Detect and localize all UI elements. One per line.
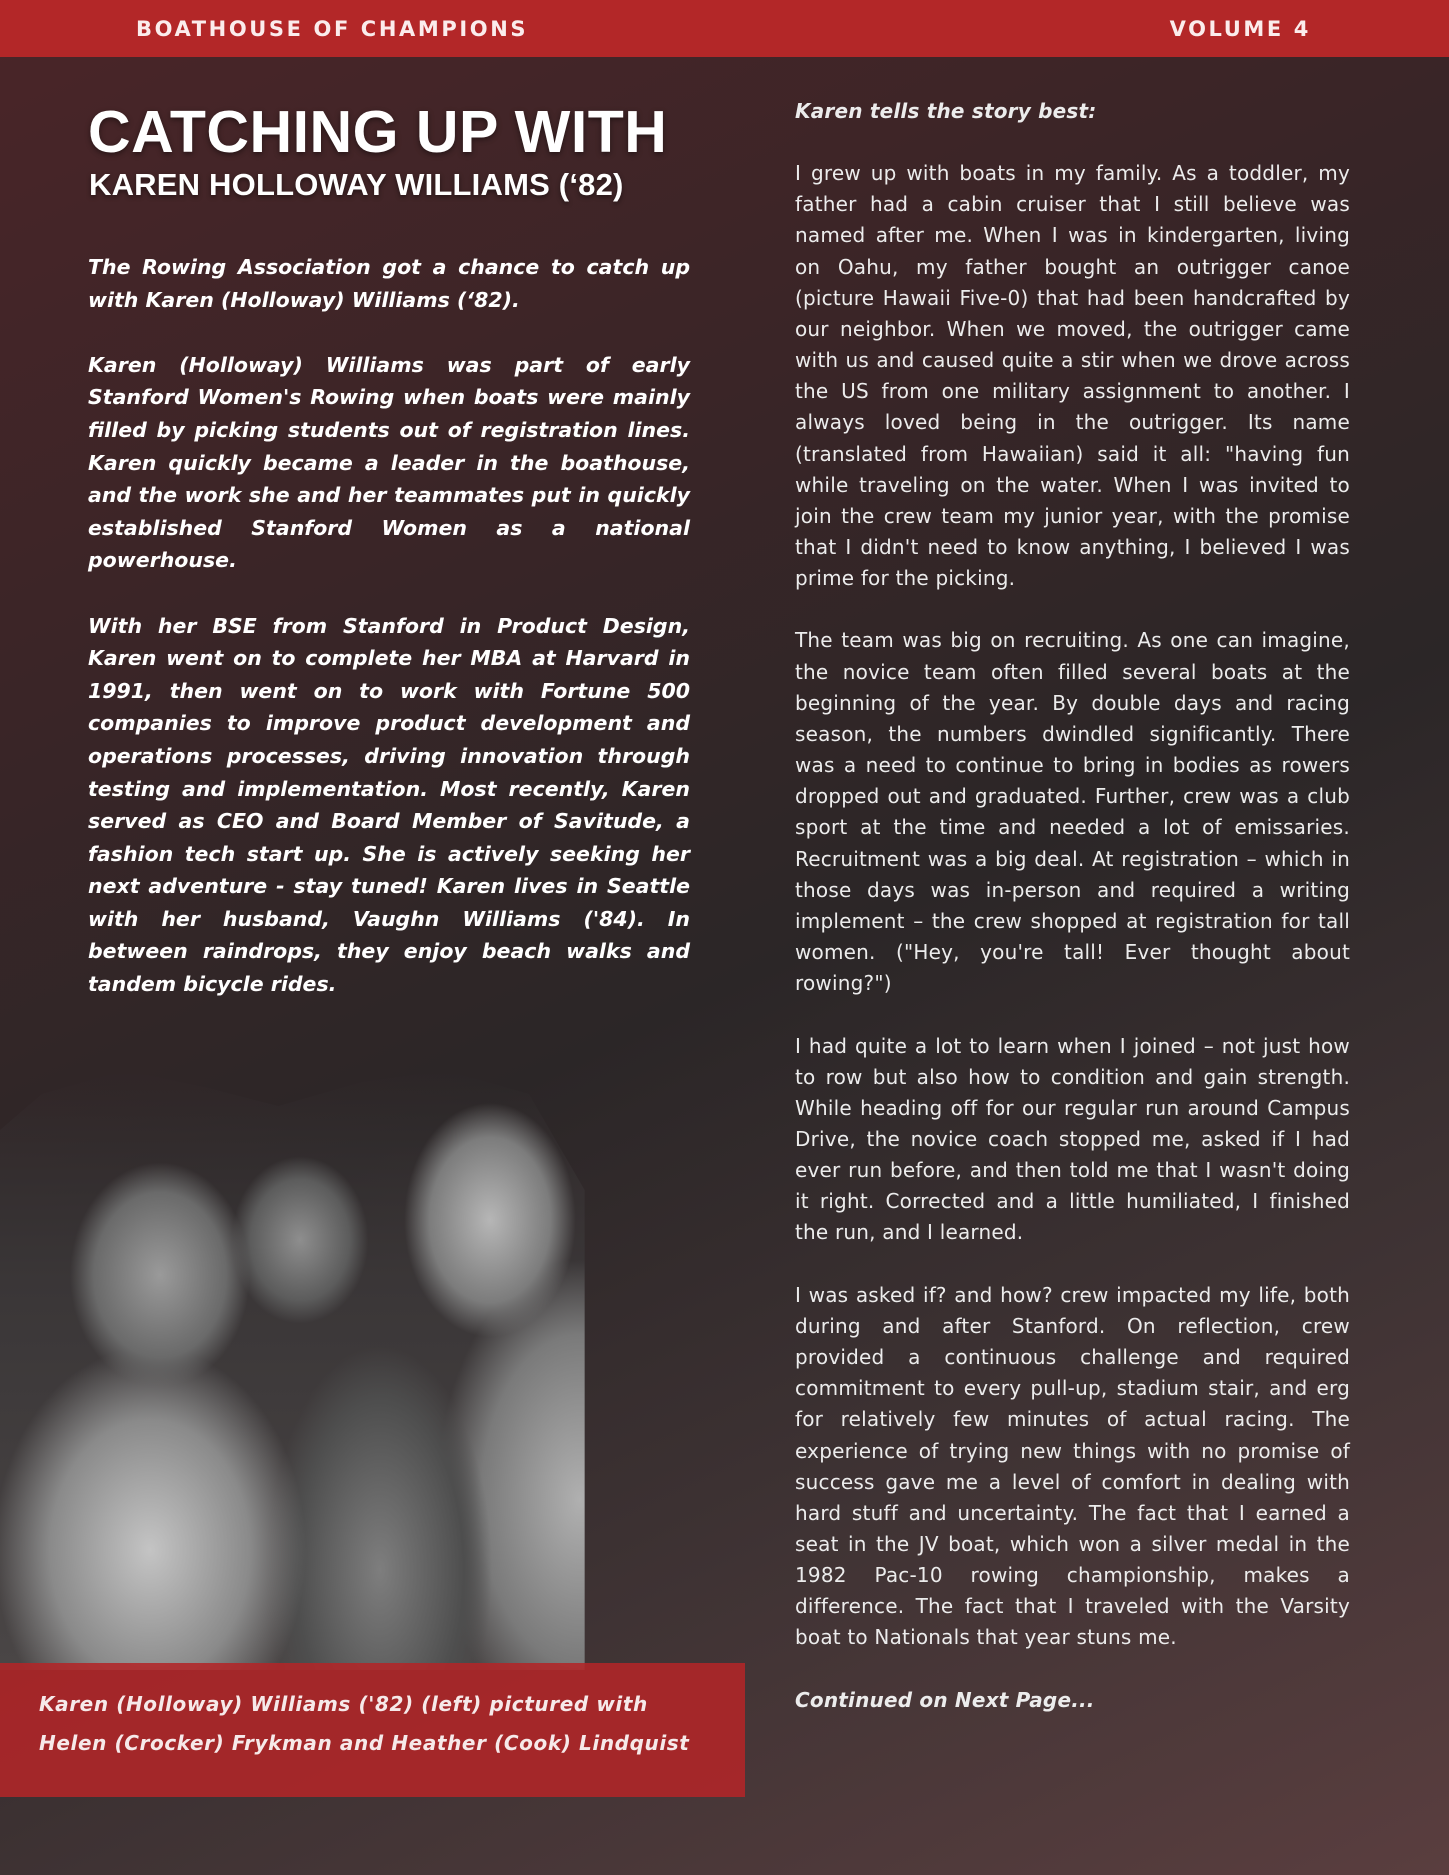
intro-paragraph: With her BSE from Stanford in Product Design, Karen went on to complete her MBA at Harvard in 1991, then went on to work with Fortune 500 companies to improve product development and operations processes, driving innovation through testing and implementation. Most recently, Karen served as CEO and Board Member of Savitude, a fashion tech start up. She is actively seeking her next adventure - stay tuned! Karen lives in Seattle with her husband, Vaughn Williams ('84). In between raindrops, they enjoy beach walks and tandem bicycle rides. <box>88 613 690 997</box>
continued-link[interactable]: Continued on Next Page... <box>795 1687 1095 1712</box>
intro-paragraph: Karen (Holloway) Williams was part of early Stanford Women's Rowing when boats were mainly filled by picking students out of registration lines. Karen quickly became a leader in the boathouse, and the work she and her teammates put in quickly established Stanford Women as a national powerhouse. <box>88 352 690 573</box>
publication-name: BOATHOUSE OF CHAMPIONS <box>136 17 529 41</box>
article-title: CATCHING UP WITH <box>88 99 668 165</box>
story-column <box>795 96 1350 1716</box>
story-paragraph: I grew up with boats in my family. As a toddler, my father had a cabin cruiser that I still believe was named after me. When I was in kindergarten, living on Oahu, my father bought an outrigger canoe (picture Hawaii Five-0) that had been handcrafted by our neighbor. When we moved, the outrigger came with us and caused quite a stir when we drove across the US from one military assignment to another. I always loved being in the outrigger. Its name (translated from Hawaiian) said it all: "having fun while traveling on the water. When I was invited to join the crew team my junior year, with the promise that I didn't need to know anything, I believed I was prime for the picking. <box>795 161 1350 591</box>
story-lead: Karen tells the story best: <box>795 99 1097 123</box>
story-paragraph: I had quite a lot to learn when I joined – not just how to row but also how to condition and gain strength. While heading off for our regular run around Campus Drive, the novice coach stopped me, asked if I had ever run before, and then told me that I wasn't doing it right. Corrected and a little humiliated, I finished the run, and I learned. <box>795 1033 1350 1245</box>
masthead-bar <box>0 0 1449 57</box>
story-paragraph: I was asked if? and how? crew impacted my life, both during and after Stanford. On reflection, crew provided a continuous challenge and required commitment to every pull-up, stadium stair, and erg for relatively few minutes of actual racing. The experience of trying new things with no promise of success gave me a level of comfort in dealing with hard stuff and uncertainty. The fact that I earned a seat in the JV boat, which won a silver medal in the 1982 Pac-10 rowing championship, makes a difference. The fact that I traveled with the Varsity boat to Nationals that year stuns me. <box>795 1282 1350 1650</box>
story-paragraph: The team was big on recruiting. As one can imagine, the novice team often filled several boats at the beginning of the year. By double days and racing season, the numbers dwindled significantly. There was a need to continue to bring in bodies as rowers dropped out and graduated. Further, crew was a club sport at the time and needed a lot of emissaries. Recruitment was a big deal. At registration – which in those days was in-person and required a writing implement – the crew shopped at registration for tall women. ("Hey, you're tall! Ever thought about rowing?") <box>795 628 1350 996</box>
article-subtitle: KAREN HOLLOWAY WILLIAMS (‘82) <box>89 167 624 202</box>
caption-line: Helen (Crocker) Frykman and Heather (Cook) Lindquist <box>39 1731 690 1755</box>
intro-paragraph: The Rowing Association got a chance to catch up with Karen (Holloway) Williams (‘82). <box>88 255 690 312</box>
caption-line: Karen (Holloway) Williams ('82) (left) pictured with <box>39 1692 648 1716</box>
team-photo <box>0 1070 696 1670</box>
intro-section <box>88 251 690 1033</box>
photo-caption <box>0 1663 745 1797</box>
volume-label: VOLUME 4 <box>1169 17 1311 41</box>
